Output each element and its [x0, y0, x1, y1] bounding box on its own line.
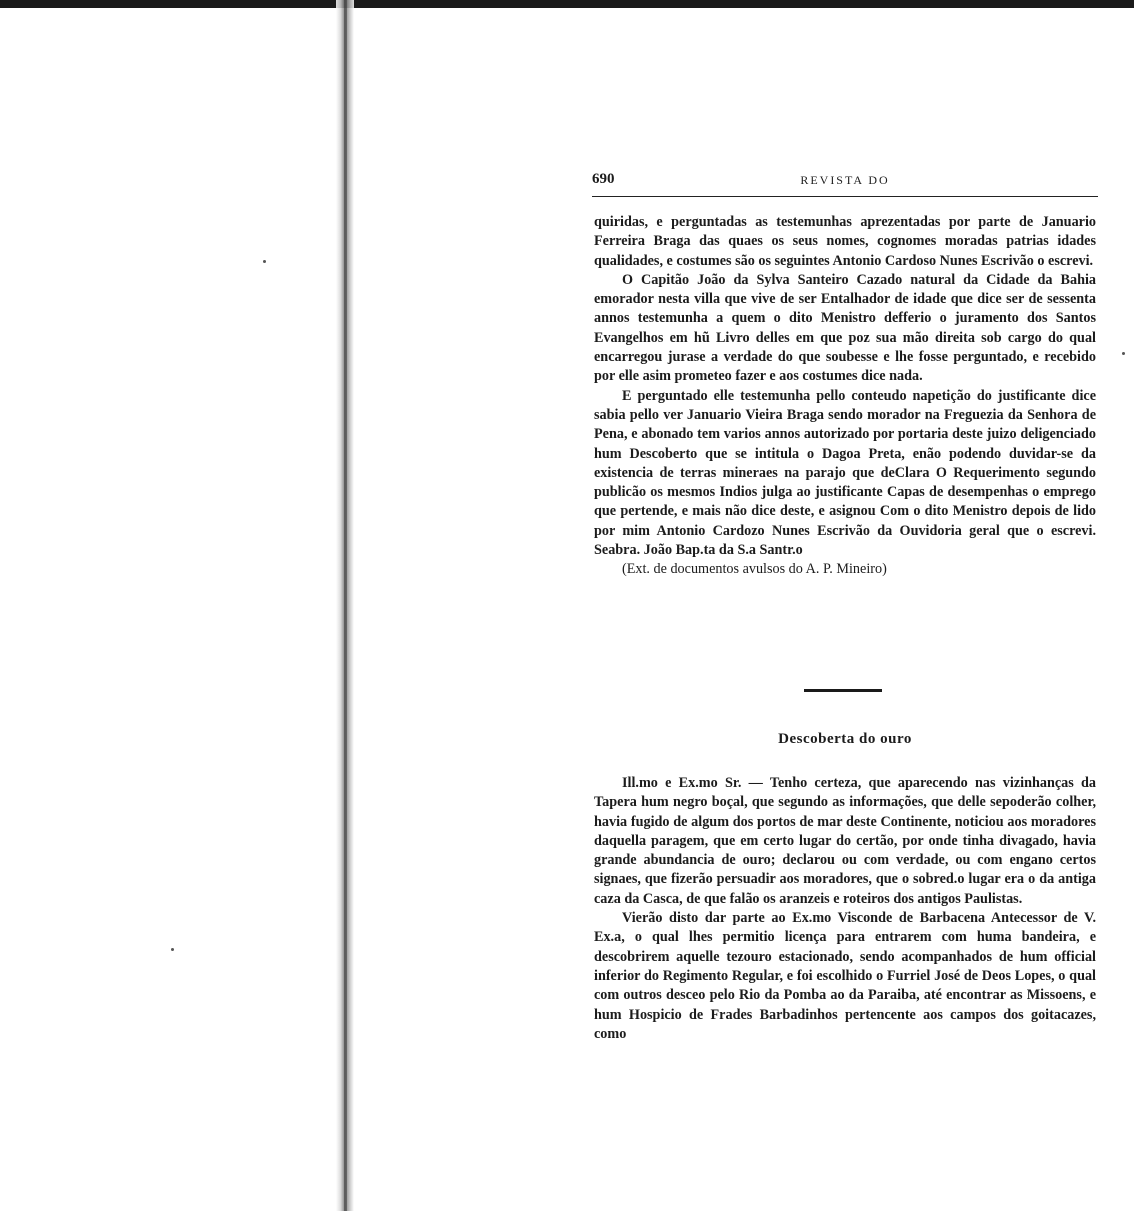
- paragraph: Vierão disto dar parte ao Ex.mo Visconde de Barbacena Antecessor de V. Ex.a, o qual lhes permitio licença para entrarem com huma bandeira, e descobrirem aquelle tezouro estacionado, sendo acompanhados de hum official inferior do Regimento Regular, e foi escolhido o Furriel José de Deos Lopes, o qual com outros desceo pelo Rio da Pomba ao da Paraiba, até encontrar as Missoens, e hum Hospicio de Frades Barbadinhos pertencente aos campos dos goitacazes, como: [594, 910, 1096, 1042]
- page-number: 690: [592, 171, 615, 187]
- paragraph: O Capitão João da Sylva Santeiro Cazado natural da Cidade da Bahia emorador nesta villa que vive de ser Entalhador de idade que dice ser de sessenta annos testemunha a quem o dito Menistro defferio o juramento dos Santos Evangelhos em hũ Livro delles em que poz sua mão direita sob cargo do qual encarregou jurase a verdade do que soubesse e lhe fosse perguntado, e recebido por elle asim prometeo fazer e aos costumes dice nada.: [594, 271, 1096, 385]
- gutter-shadow-line: [344, 0, 347, 1211]
- section-separator: [804, 689, 882, 692]
- running-head: REVISTA DO: [800, 173, 890, 187]
- document-text-lower: [594, 774, 1096, 1044]
- page-header: [592, 171, 1098, 195]
- paragraph: E perguntado elle testemunha pello conteudo napetição do justificante dice sabia pello ver Januario Vieira Braga sendo morador na Freguezia da Senhora de Pena, e abonado tem varios annos autorizado por portaria deste juizo deligenciado hum Descoberto que se intitula o Dagoa Preta, enão podendo duvidar-se da existencia de terras mineraes na parajo que deClara O Requerimento segundo publicão os mesmos Indios julga ao justificante Capas de desempenhas o emprego que pertende, e mais não dice deste, e asignou Com o dito Menistro depois de lido por mim Antonio Cardozo Nunes Escrivão da Ouvidoria geral que o escrevi. Seabra. João Bap.ta da S.a Santr.o: [594, 387, 1096, 559]
- section-title: Descoberta do ouro: [778, 731, 912, 747]
- source-citation: (Ext. de documentos avulsos do A. P. Mineiro): [622, 561, 887, 578]
- scan-speck: [171, 948, 174, 951]
- document-text-upper: [594, 213, 1096, 580]
- paragraph: Ill.mo e Ex.mo Sr. — Tenho certeza, que aparecendo nas vizinhanças da Tapera hum negro boçal, que segundo as informações, que delle sepoderão colher, havia fugido de algum dos portos de mar deste Continente, noticiou aos moradores daquella paragem, que em certo lugar do certão, por onde tinha divagado, havia grande abundancia de ouro; declarou ou com verdade, ou com engano certos signaes, que fizerão persuadir aos moradores, que o sobred.o lugar era o da antiga caza da Casca, de que falão os aranzeis e roteiros dos antigos Paulistas.: [594, 775, 1096, 907]
- scan-speck: [263, 260, 266, 263]
- top-border: [0, 0, 1134, 8]
- scan-speck: [1122, 352, 1125, 355]
- paragraph: quiridas, e perguntadas as testemunhas aprezentadas por parte de Januario Ferreira Braga das quaes os seus nomes, cognomes moradas patrias idades qualidades, e costumes são os seguintes Antonio Cardoso Nunes Escrivão o escrevi.: [594, 214, 1096, 269]
- header-rule: [592, 196, 1098, 197]
